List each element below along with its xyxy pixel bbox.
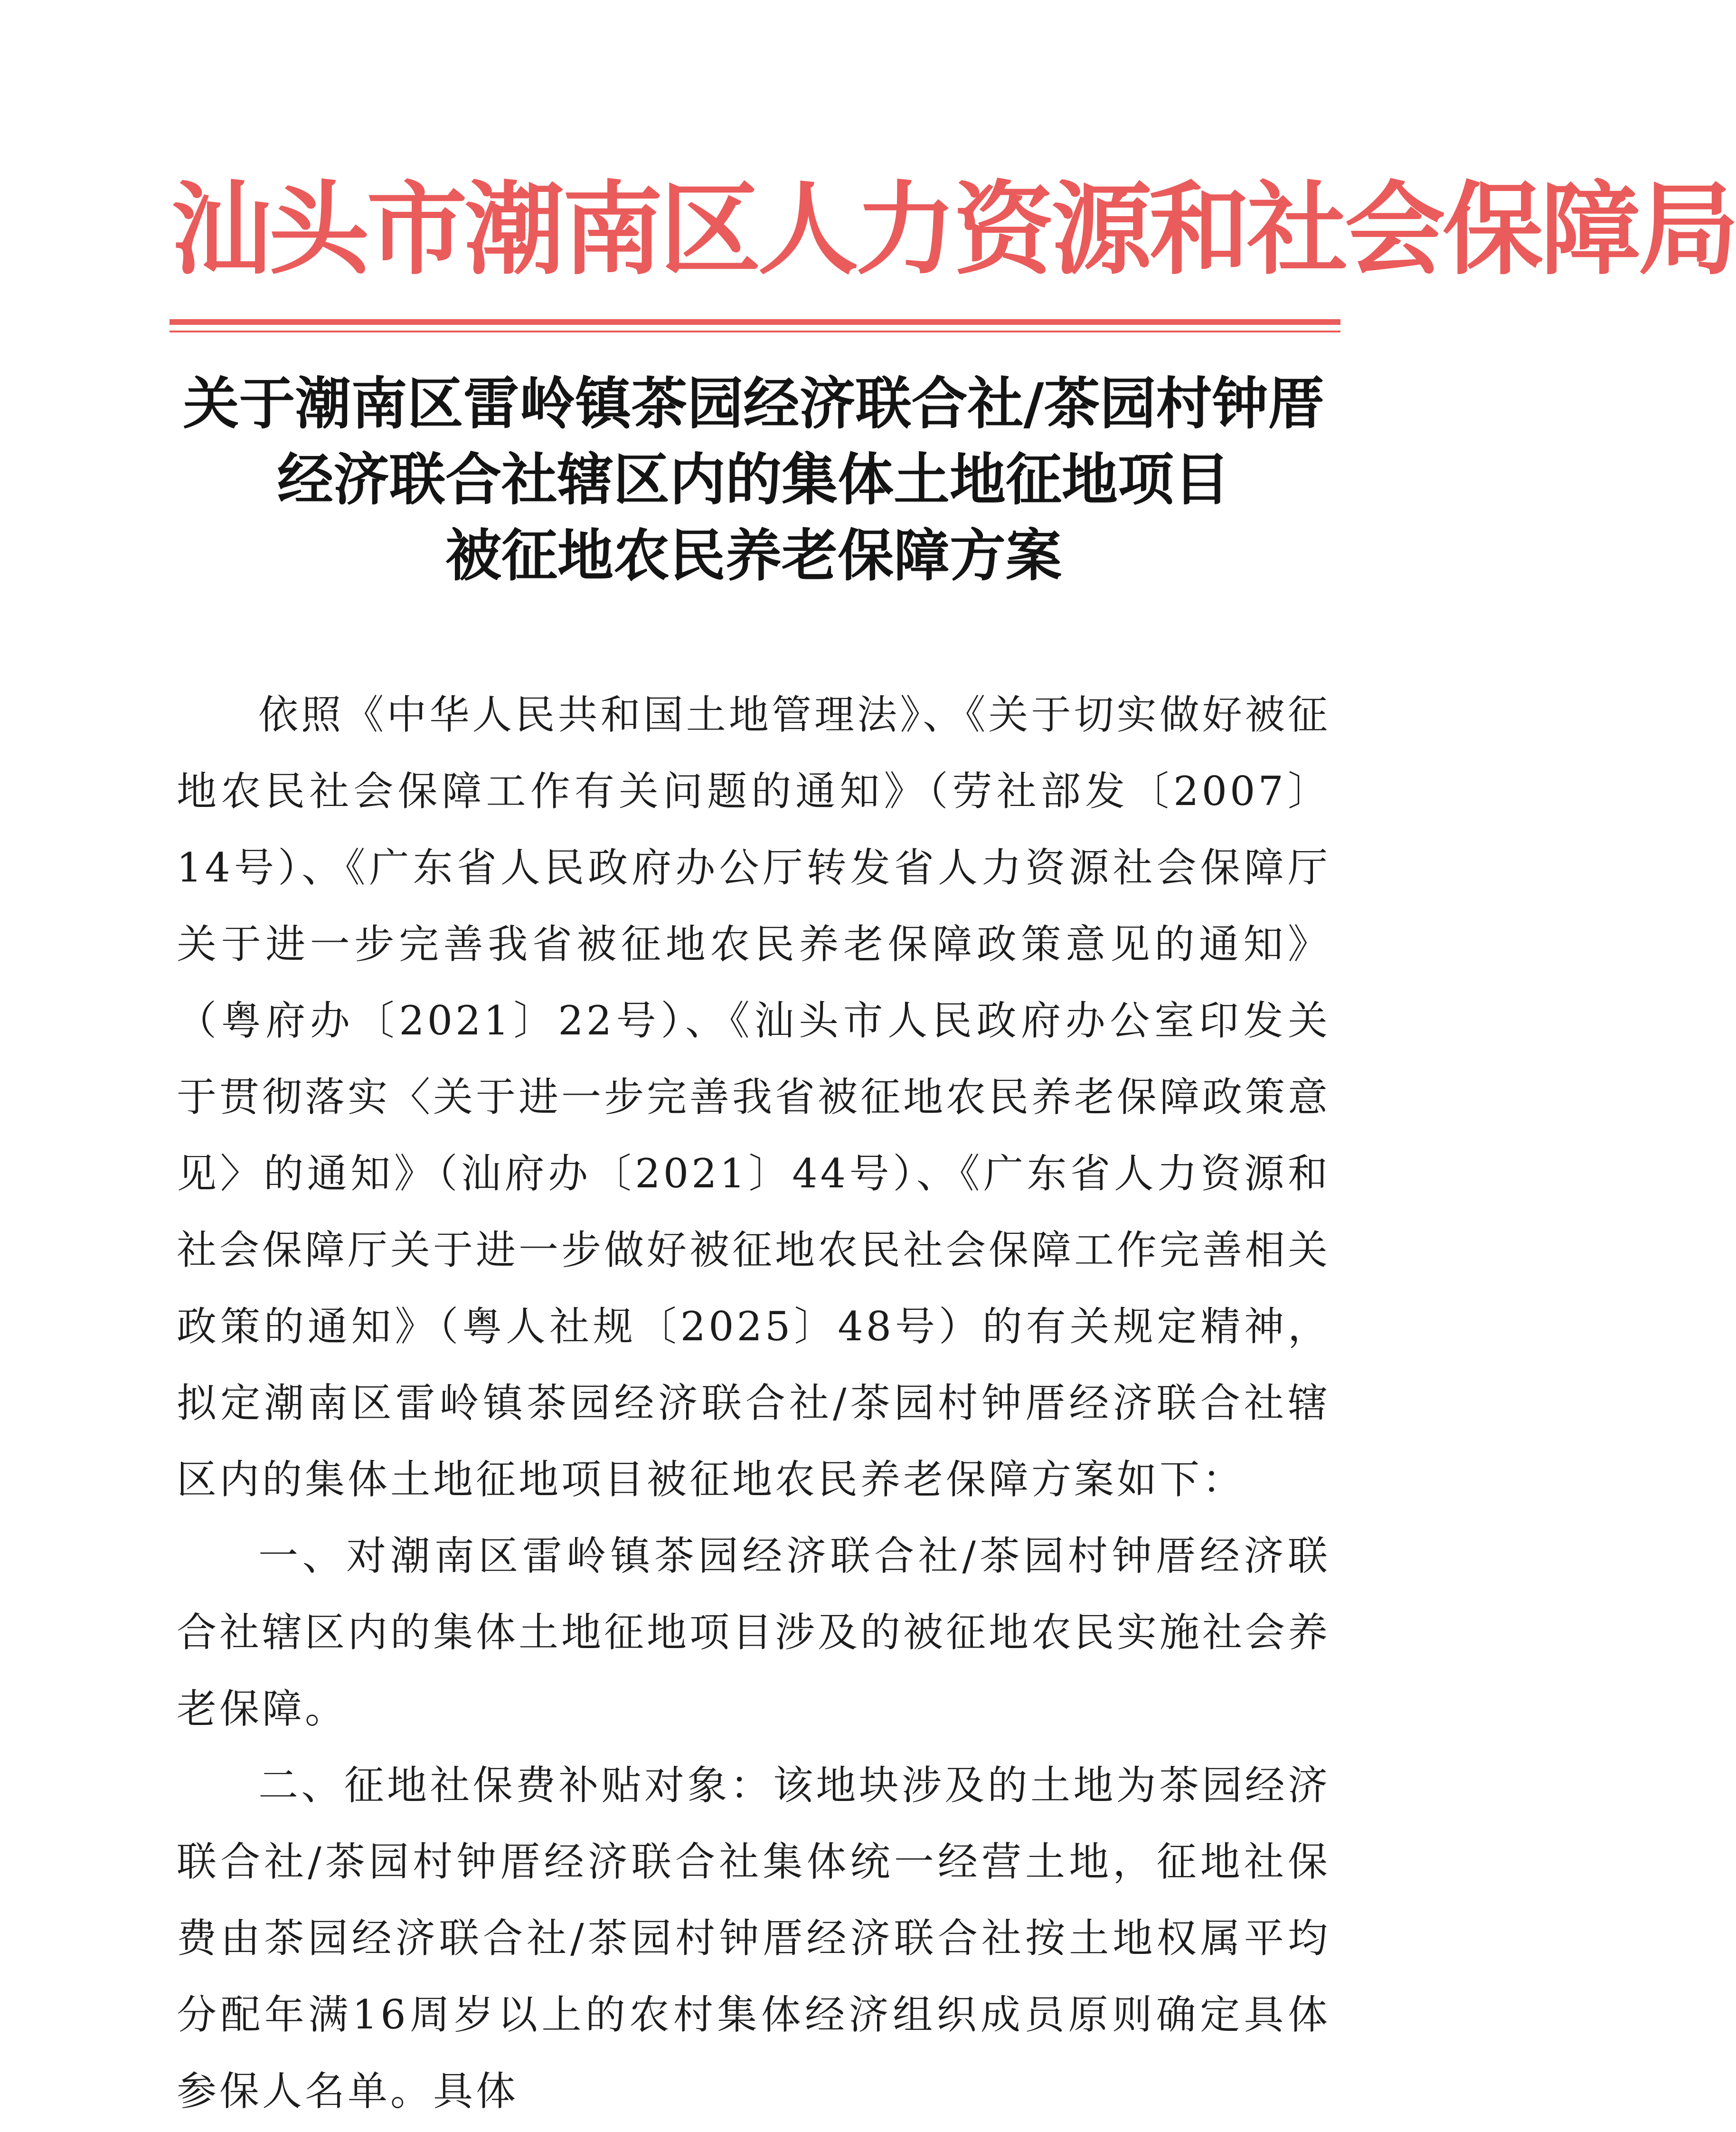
document-title-line: 关于潮南区雷岭镇茶园经济联合社/茶园村钟厝 [183,370,1324,436]
letterhead-agency-name: 汕头市潮南区人力资源和社会保障局 [171,170,1736,288]
letterhead-rule-thin [170,331,1340,332]
document-title [142,366,1365,594]
document-title-line: 被征地农民养老保障方案 [445,522,1062,588]
letterhead-rule-thick [170,319,1340,325]
body-paragraph-item-2: 二、征地社保费补贴对象：该地块涉及的土地为茶园经济联合社/茶园村钟厝经济联合社集体统一经营土地，征地社保费由茶园经济联合社/茶园村钟厝经济联合社按土地权属平均分配年满16周岁以上的农村集体经济组织成员原则确定具体参保人名单。具体 [177,1762,1330,2114]
body-paragraph-basis: 依照《中华人民共和国土地管理法》、《关于切实做好被征地农民社会保障工作有关问题的通知》（劳社部发〔2007〕14号）、《广东省人民政府办公厅转发省人力资源社会保障厅关于进一步完善我省被征地农民养老保障政策意见的通知》（粤府办〔2021〕22号）、《汕头市人民政府办公室印发关于贯彻落实〈关于进一步完善我省被征地农民养老保障政策意见〉的通知》（汕府办〔2021〕44号）、《广东省人力资源和社会保障厅关于进一步做好被征地农民社会保障工作完善相关政策的通知》（粤人社规〔2025〕48号）的有关规定精神，拟定潮南区雷岭镇茶园经济联合社/茶园村钟厝经济联合社辖区内的集体土地征地项目被征地农民养老保障方案如下： [177,692,1331,1503]
body-paragraph-item-1: 一、对潮南区雷岭镇茶园经济联合社/茶园村钟厝经济联合社辖区内的集体土地征地项目涉及的被征地农民实施社会养老保障。 [177,1533,1331,1732]
document-title-line: 经济联合社辖区内的集体土地征地项目 [277,446,1230,512]
document-body [177,677,1330,2130]
